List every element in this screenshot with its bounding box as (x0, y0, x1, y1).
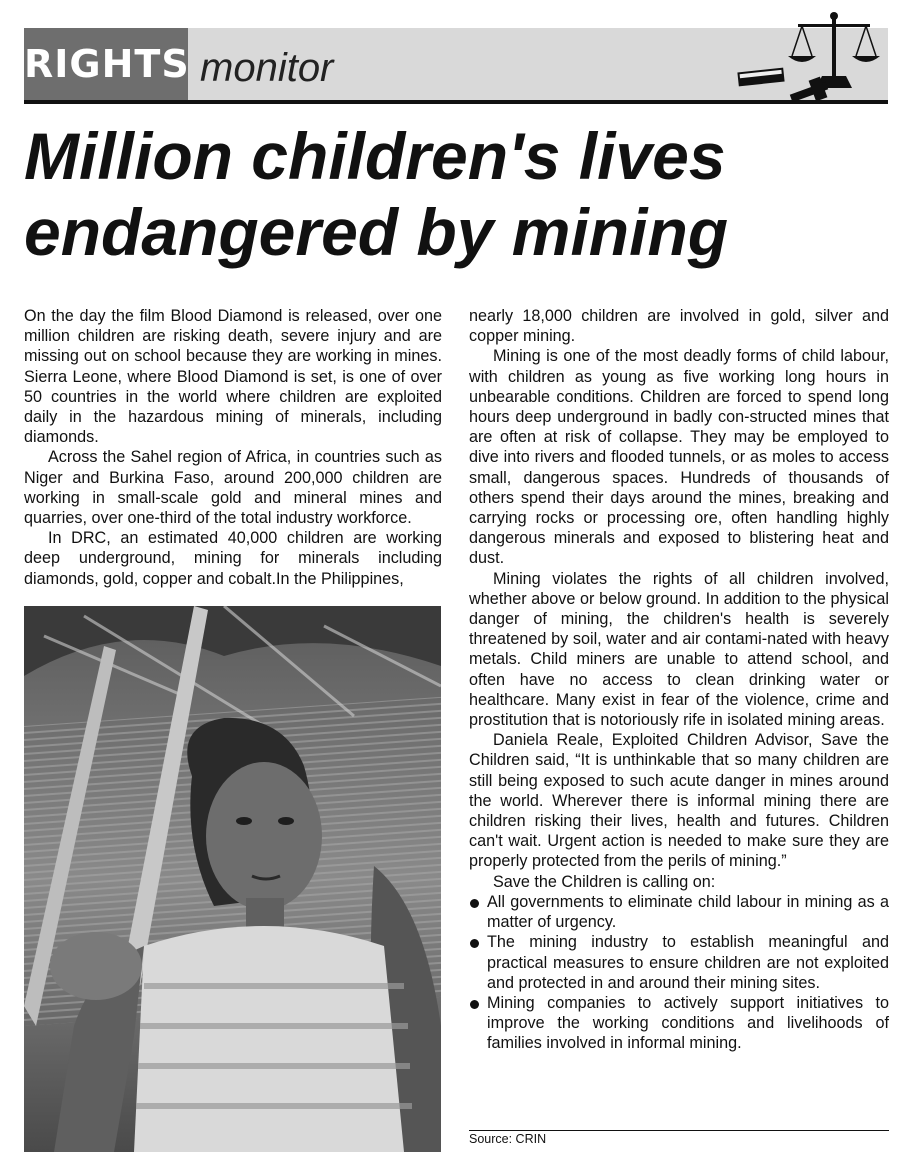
paragraph-3: In DRC, an estimated 40,000 children are working deep underground, mining for minerals including diamonds, gold, copper and cobalt.In the Philippines, (24, 529, 442, 588)
paragraph-3-continued: nearly 18,000 children are involved in gold, silver and copper mining. (469, 307, 889, 346)
bullet-icon (470, 1000, 479, 1009)
paragraph-4: Mining is one of the most deadly forms of child labour, with children as young as five working long hours in unbearable conditions. Children are forced to spend long hours deep underground in badly con-structed mines that are often at risk of collapse. They may be employed to dive into rivers and flooded tunnels, or as moles to access small, dangerous spaces. Hundreds of thousands of others spend their days around the mines, breaking and carrying rocks or processing ore, often handling highly dangerous minerals and exposed to blistering heat and dust. (469, 347, 889, 568)
bullet-icon (470, 939, 479, 948)
article-column-left (24, 306, 442, 589)
list-item: All governments to eliminate child labour in mining as a matter of urgency. (469, 892, 889, 932)
article-column-right (469, 306, 889, 1054)
section-header (24, 28, 888, 104)
paragraph-1: On the day the film Blood Diamond is released, over one million children are risking death, severe injury and are missing out on school because they are working in mines. Sierra Leone, where Blood Diamond is set, is one of over 50 countries in the world where children are exploited daily in the hazardous mining of minerals, including diamonds. (24, 307, 442, 447)
list-item: The mining industry to establish meaningful and practical measures to ensure children are not exploited and protected in and around their mining sites. (469, 932, 889, 993)
section-label: RIGHTS (24, 28, 188, 100)
headline-line-1: Million children's lives (24, 119, 726, 193)
source-credit: Source: CRIN (469, 1132, 547, 1146)
paragraph-6: Daniela Reale, Exploited Children Advisor, Save the Children said, “It is unthinkable that so many children are still being exposed to such acute danger in mines around the world. Wherever there is informal mining there are children risking their lives, health and futures. Children can't wait. Urgent action is needed to make sure they are properly protected from the perils of mining.” (469, 731, 889, 871)
section-sublabel: monitor (200, 46, 334, 90)
child-at-mine-photo (24, 606, 441, 1152)
source-divider (469, 1130, 889, 1131)
scales-of-justice-icon (736, 10, 886, 102)
headline-line-2: endangered by mining (24, 195, 729, 269)
paragraph-5: Mining violates the rights of all children involved, whether above or below ground. In addition to the physical danger of mining, the children's health is severely threatened by soil, water and air contami-nated with heavy metals. Child miners are unable to attend school, and often have no access to clean drinking water or healthcare. Many exist in fear of the violence, crime and prostitution that is notoriously rife in isolated mining areas. (469, 569, 889, 730)
bullet-icon (470, 899, 479, 908)
list-item: Mining companies to actively support initiatives to improve the working conditions and livelihoods of families involved in informal mining. (469, 993, 889, 1054)
demands-list (469, 892, 889, 1054)
headline (24, 118, 884, 270)
paragraph-7: Save the Children is calling on: (493, 872, 716, 891)
paragraph-2: Across the Sahel region of Africa, in countries such as Niger and Burkina Faso, around 200,000 children are working in small-scale gold and mineral mines and quarries, over one-third of the total industry workforce. (24, 448, 442, 528)
